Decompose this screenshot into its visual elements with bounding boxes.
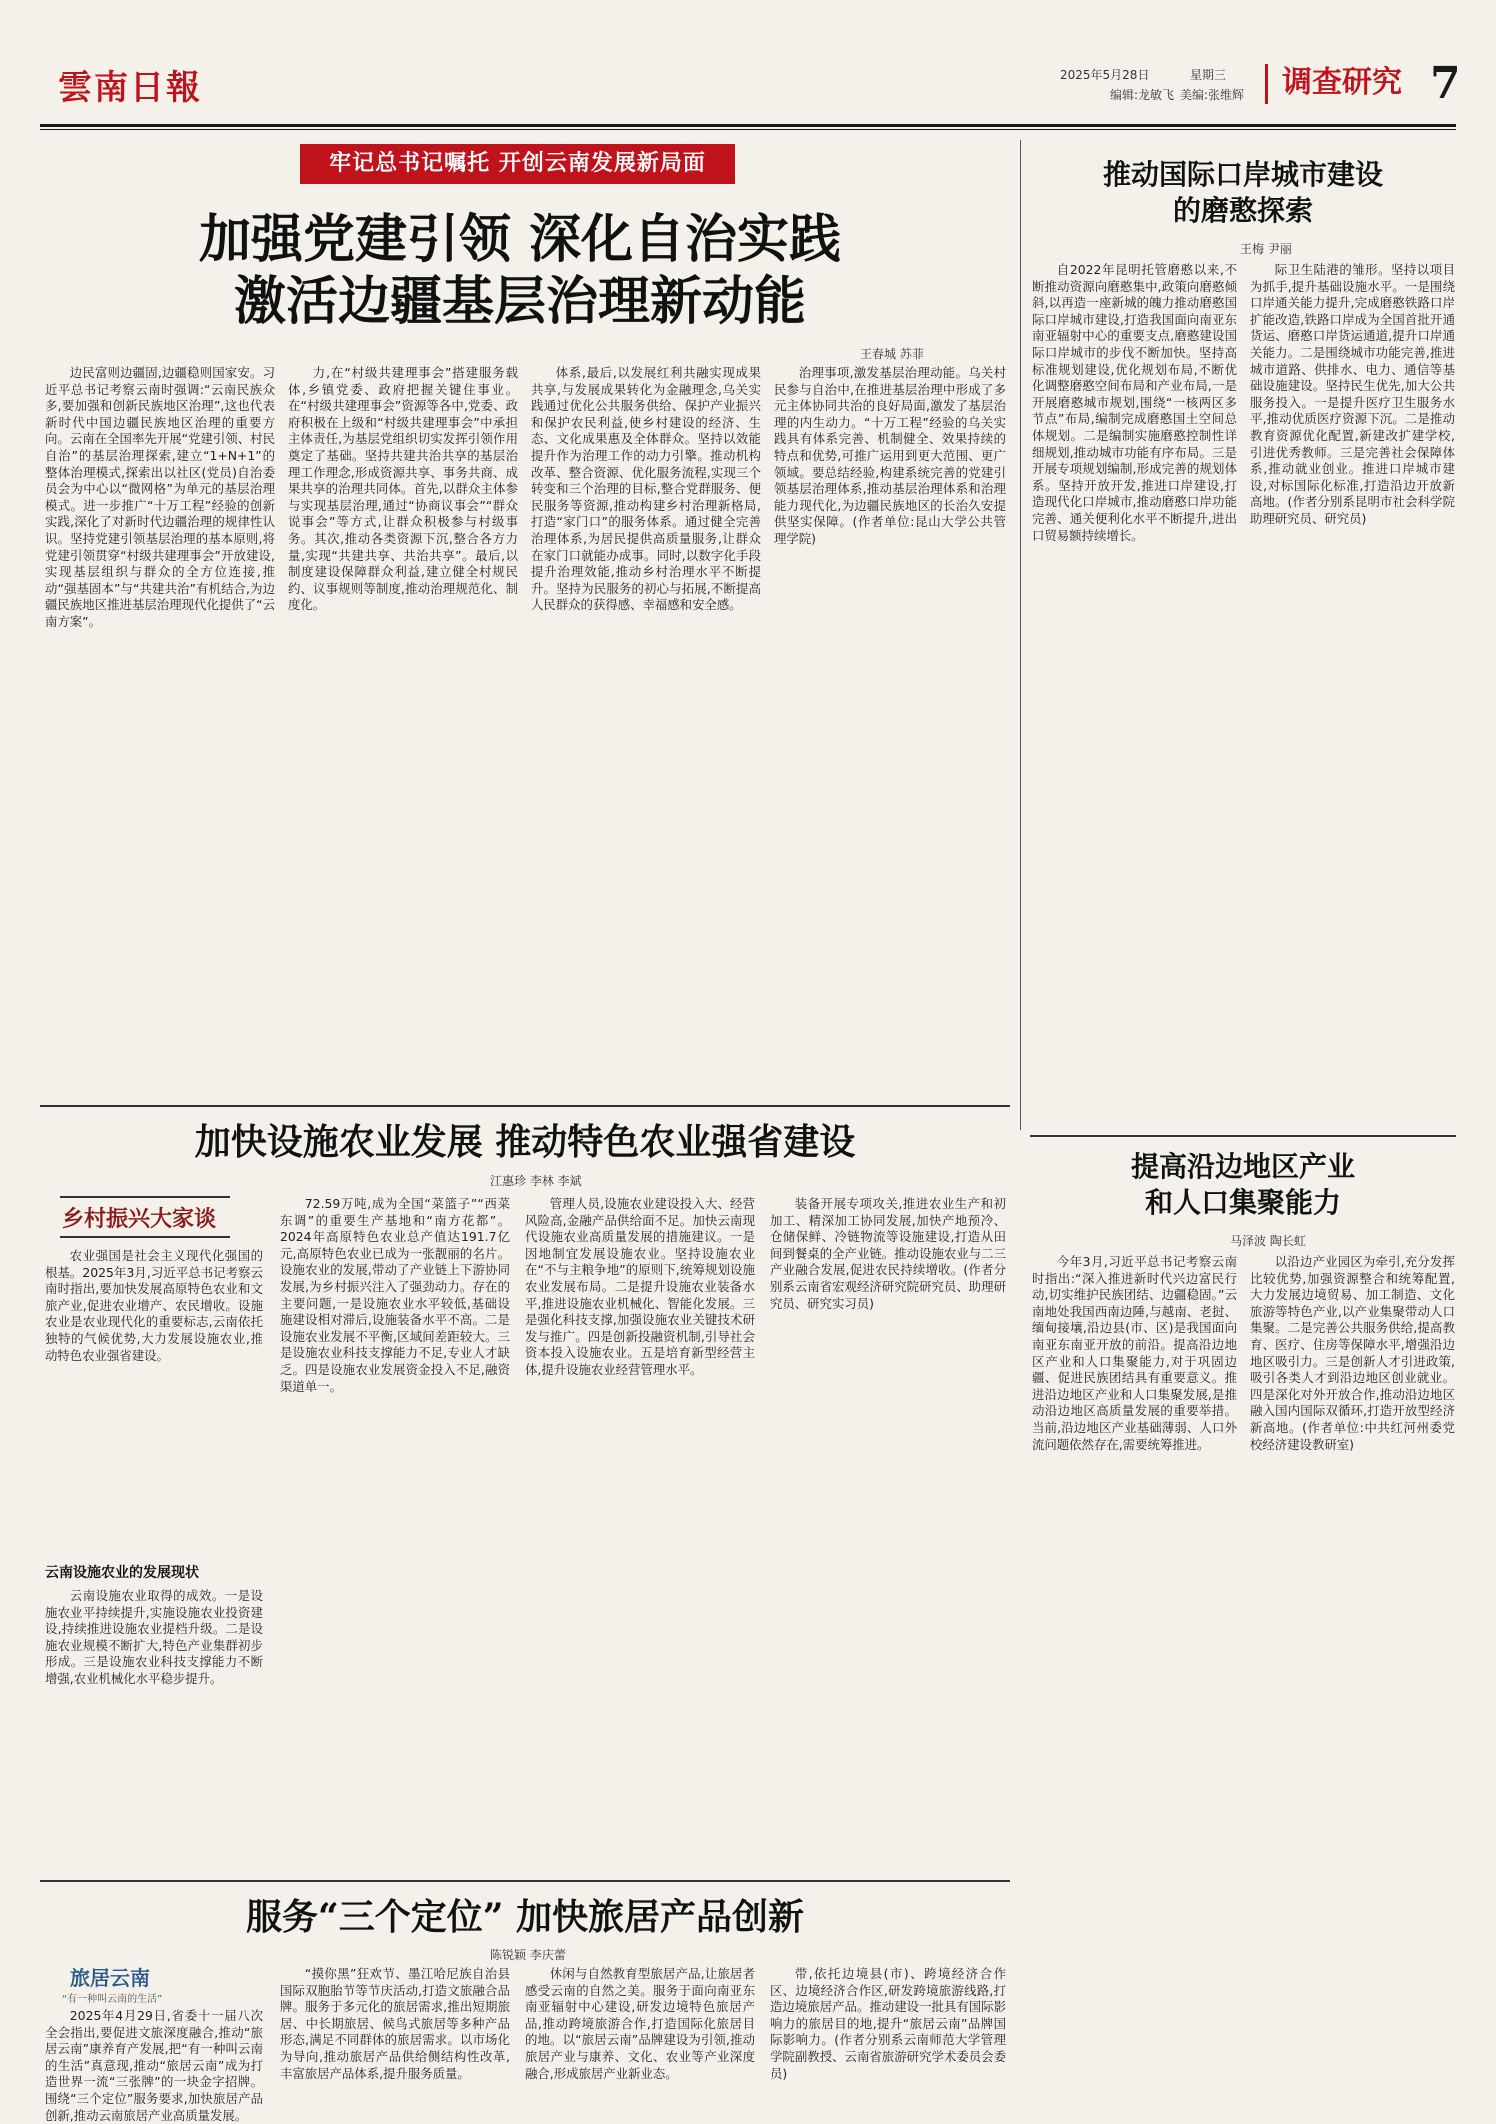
article5-headline: 服务“三个定位” 加快旅居产品创新 <box>246 1896 804 1938</box>
article5-column-2: “摸你黑”狂欢节、墨江哈尼族自治县国际双胞胎节等节庆活动,打造文旅融合品牌。服务于多元化的旅居需求,推出短期旅居、中长期旅居、候鸟式旅居等多种产品形态,满足不同群体的旅居需求。以市场化为导向,推动旅居产品供给侧结构性改革,丰富旅居产品体系,提升服务质量。 <box>280 1966 510 2081</box>
editor-credit: 编辑:龙敏飞 <box>1110 88 1175 102</box>
article2-column-2: 际卫生陆港的雏形。坚持以项目为抓手,提升基础设施水平。一是围绕口岸通关能力提升,完成磨憨铁路口岸扩能改造,铁路口岸成为全国首批开通货运、磨憨口岸货运通道,提升口岸通关能力。二是围绕城市功能完善,推进城市道路、供排水、电力、通信等基础设施建设。坚持民生优先,加大公共服务投入。一是提升医疗卫生服务水平,推动优质医疗资源下沉。二是推动教育资源优化配置,新建改扩建学校,引进优秀教师。三是完善社会保障体系,推动就业创业。推进口岸城市建设,对标国际化标准,打造沿边开放新高地。(作者分别系昆明市社会科学院助理研究员、研究员) <box>1250 262 1455 526</box>
article2-byline: 王梅 尹丽 <box>1240 242 1292 256</box>
issue-date: 2025年5月28日 <box>1060 68 1150 82</box>
logo-rule-top <box>60 1196 230 1198</box>
article5-column-4: 带,依托边境县(市)、跨境经济合作区、边境经济合作区,研发跨境旅游线路,打造边境旅居产品。推动建设一批具有国际影响力的旅居目的地,提升“旅居云南”品牌国际影响力。(作者分别系云南师范大学管理学院副教授、云南省旅游研究学术委员会委员) <box>770 1966 1006 2081</box>
article3-column-1b: 云南设施农业取得的成效。一是设施农业平持续提升,实施设施农业投资建设,持续推进设施农业提档升级。二是设施农业规模不断扩大,特色产业集群初步形成。三是设施农业科技支撑能力不断增强,农业机械化水平稳步提升。 <box>45 1588 263 1686</box>
article5-column-1: 2025年4月29日,省委十一届八次全会指出,要促进文旅深度融合,推动“旅居云南”康养育产发展,把“有一种叫云南的生活”真意现,推动“旅居云南”成为打造世界一流“三张牌”的一块金字招牌。围绕“三个定位”服务要求,加快旅居产品创新,推动云南旅居产业高质量发展。 <box>45 2008 263 2123</box>
article2-headline-line2: 的磨憨探索 <box>1172 194 1313 227</box>
article3-byline: 江惠珍 李林 李斌 <box>490 1174 582 1188</box>
article1-headline-line2: 激活边疆基层治理新动能 <box>233 271 806 332</box>
article1-column-1: 边民富则边疆固,边疆稳则国家安。习近平总书记考察云南时强调:“云南民族众多,要加强和创新民族地区治理”,这也代表新时代中国边疆民族地区治理的重要方向。云南在全国率先开展“党建引领、村民自治”的基层治理探索,建立“1+N+1”的整体治理模式,探索出以社区(党员)自治委员会为中心以“微网格”为单元的基层治理模式。进一步推广“十万工程”经验的创新实践,深化了对新时代边疆治理的规律性认识。坚持党建引领基层治理的基本原则,将党建引领贯穿“村级共建理事会”开放建设,实现基层组织与群众的全方位连接,推动“强基固本”与“共建共治”有机结合,为边疆民族地区推进基层治理现代化提供了“云南方案”。 <box>45 365 275 629</box>
masthead-rule <box>40 124 1456 127</box>
travel-yunnan-slogan: “有一种叫云南的生活” <box>62 1994 163 2005</box>
feature-banner: 牢记总书记嘱托 开创云南发展新局面 <box>300 144 735 184</box>
article2-bottom-rule <box>1030 1135 1456 1137</box>
travel-yunnan-logo: 旅居云南 <box>70 1966 150 1990</box>
article4-column-2: 以沿边产业园区为牵引,充分发挥比较优势,加强资源整合和统筹配置,大力发展边境贸易、加工制造、文化旅游等特色产业,以产业集聚带动人口集聚。二是完善公共服务供给,提高教育、医疗、住房等保障水平,增强沿边地区吸引力。三是创新人才引进政策,吸引各类人才到沿边地区创业就业。四是深化对外开放合作,推动沿边地区融入国内国际双循环,打造开放型经济新高地。(作者单位:中共红河州委党校经济建设教研室) <box>1250 1254 1455 1452</box>
article1-bottom-rule <box>40 1105 1010 1107</box>
article3-column-3: 管理人员,设施农业建设投入大、经营风险高,金融产品供给面不足。加快云南现代设施农业高质量发展的措施建议。一是因地制宜发展设施农业。坚持设施农业在“不与主粮争地”的原则下,统筹规划设施农业发展布局。二是提升设施农业装备水平,推进设施农业机械化、智能化发展。三是强化科技支撑,加强设施农业关键技术研发与推广。四是创新投融资机制,引导社会资本投入设施农业。五是培育新型经营主体,提升设施农业经营管理水平。 <box>525 1196 755 1377</box>
article3-column-2: 72.59万吨,成为全国“菜篮子”“西菜东调”的重要生产基地和“南方花都”。2024年高原特色农业总产值达191.7亿元,高原特色农业已成为一张靓丽的名片。设施农业的发展,带动了产业链上下游协同发展,为乡村振兴注入了强劲动力。存在的主要问题,一是设施农业水平较低,基础设施建设相对滞后,设施装备水平不高。二是设施农业发展不平衡,区域间差距较大。三是设施农业科技支撑能力不足,专业人才缺乏。四是设施农业发展资金投入不足,融资渠道单一。 <box>280 1196 510 1394</box>
article3-subhead-status: 云南设施农业的发展现状 <box>45 1565 199 1581</box>
article5-column-3: 休闲与自然教育型旅居产品,让旅居者感受云南的自然之美。服务于面向南亚东南亚辐射中心建设,研发边境特色旅居产品,推动跨境旅游合作,打造国际化旅居目的地。以“旅居云南”品牌建设为引领,推动旅居产业与康养、文化、农业等产业深度融合,形成旅居产业新业态。 <box>525 1966 755 2081</box>
article3-column-4: 装备开展专项攻关,推进农业生产和初加工、精深加工协同发展,加快产地预冷、仓储保鲜、冷链物流等设施建设,打造从田间到餐桌的全产业链。推动设施农业与二三产业融合发展,促进农民持续增收。(作者分别系云南省宏观经济研究院研究员、助理研究员、研究实习员) <box>770 1196 1006 1311</box>
article4-headline-line2: 和人口集聚能力 <box>1144 1186 1341 1219</box>
column-divider-right <box>1020 140 1021 1130</box>
article1-column-4: 治理事项,激发基层治理动能。乌关村民参与自治中,在推进基层治理中形成了多元主体协同共治的良好局面,激发了基层治理的内生动力。“十万工程”经验的乌关实践具有体系完善、机制健全、效果持续的特点和优势,可推广运用到更大范围、更广领域。要总结经验,构建系统完善的党建引领基层治理体系,推动基层治理体系和治理能力现代化,为边疆民族地区的长治久安提供坚实保障。(作者单位:昆山大学公共管理学院) <box>774 365 1006 546</box>
article1-byline: 王春城 苏菲 <box>860 347 924 361</box>
article4-column-1: 今年3月,习近平总书记考察云南时指出:“深入推进新时代兴边富民行动,切实维护民族团结、边疆稳固。”云南地处我国西南边陲,与越南、老挝、缅甸接壤,沿边县(市、区)是我国面向南亚东南亚开放的前沿。提高沿边地区产业和人口集聚能力,对于巩固边疆、促进民族团结具有重要意义。推进沿边地区产业和人口集聚发展,是推动沿边地区高质量发展的重要举措。当前,沿边地区产业基础薄弱、人口外流问题依然存在,需要统筹推进。 <box>1032 1254 1237 1452</box>
article5-byline: 陈锐颖 李庆蕾 <box>490 1948 566 1962</box>
article1-column-2: 力,在“村级共建理事会”搭建服务载体,乡镇党委、政府把握关键住事业。在“村级共建理事会”资源等各中,党委、政府积极在上级和“村级共建理事会”中承担主体责任,为基层党组织切实发挥引领作用奠定了基础。坚持共建共治共享的基层治理工作理念,形成资源共享、事务共商、成果共享的治理共同体。首先,以群众主体参与实现基层治理,通过“协商议事会”“群众说事会”等方式,让群众积极参与村级事务。其次,推动各类资源下沉,整合各方力量,实现“共建共享、共治共享”。最后,以制度建设保障群众利益,建立健全村规民约、议事规则等制度,推动治理规范化、制度化。 <box>288 365 518 613</box>
designer-credit: 美编:张维辉 <box>1180 88 1245 102</box>
logo-rule-bottom <box>60 1236 230 1238</box>
article2-column-1: 自2022年昆明托管磨憨以来,不断推动资源向磨憨集中,政策向磨憨倾斜,以再造一座新城的魄力推动磨憨国际口岸城市建设,打造我国面向南亚东南亚辐射中心的重要支点,磨憨建设国际口岸城市的步伐不断加快。坚持高标准规划建设,优化规划布局,不断优化调整磨憨空间布局和产业布局,一是开展磨憨城市规划,围绕“一核两区多节点”布局,编制完成磨憨国土空间总体规划。二是编制实施磨憨控制性详细规划,推动城市功能有序布局。三是开展专项规划编制,形成完善的规划体系。坚持开放开发,推进口岸建设,打造现代化口岸城市,推动磨憨口岸功能完善、通关便利化水平不断提升,进出口贸易额持续增长。 <box>1032 262 1237 543</box>
article2-headline-line1: 推动国际口岸城市建设 <box>1102 158 1383 191</box>
article3-column-1: 农业强国是社会主义现代化强国的根基。2025年3月,习近平总书记考察云南时指出,要加快发展高原特色农业和文旅产业,促进农业增产、农民增收。设施农业是农业现代化的重要标志,云南依托独特的气候优势,大力发展设施农业,推动特色农业强省建设。 <box>45 1248 263 1363</box>
paper-name: 雲南日報 <box>58 68 202 108</box>
section-name: 调查研究 <box>1265 64 1425 104</box>
article4-byline: 马泽波 陶长虹 <box>1230 1234 1306 1248</box>
article1-column-3: 体系,最后,以发展红利共融实现成果共享,与发展成果转化为金融理念,乌关实践通过优化公共服务供给、保护产业振兴和保护农民利益,使乡村建设的经济、生态、文化成果惠及全体群众。坚持以效能提升作为治理工作的动力引擎。推动机构改革、整合资源、优化服务流程,实现三个转变和三个治理的目标,整合党群服务、便民服务等资源,推动构建乡村治理新格局,打造“家门口”的服务体系。通过健全完善治理体系,为居民提供高质量服务,让群众在家门口就能办成事。同时,以数字化手段提升治理效能,推动乡村治理水平不断提升。坚持为民服务的初心与拓展,不断提高人民群众的获得感、幸福感和安全感。 <box>531 365 761 613</box>
article3-bottom-rule <box>40 1880 1010 1882</box>
page-number: 7 <box>1430 58 1461 109</box>
rural-revitalization-logo: 乡村振兴大家谈 <box>62 1206 217 1232</box>
article3-headline: 加快设施农业发展 推动特色农业强省建设 <box>194 1121 856 1163</box>
article4-headline-line1: 提高沿边地区产业 <box>1130 1150 1355 1183</box>
masthead-rule-thin <box>40 129 1456 130</box>
issue-weekday: 星期三 <box>1190 68 1227 82</box>
article1-headline-line1: 加强党建引领 深化自治实践 <box>198 209 842 270</box>
